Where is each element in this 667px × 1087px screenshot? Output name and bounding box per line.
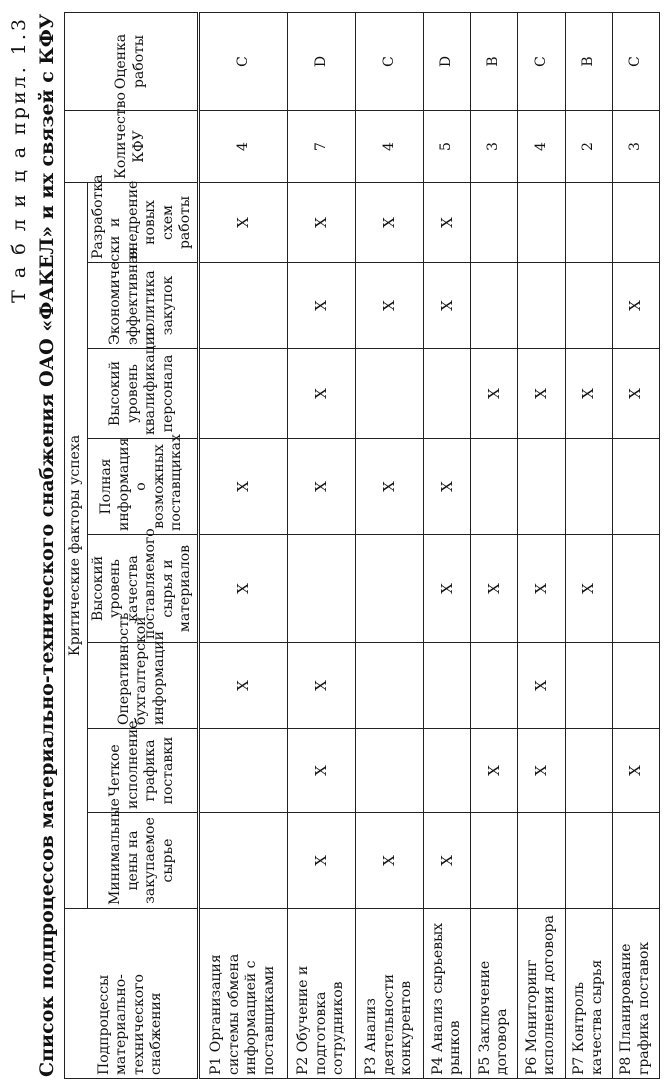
factor-cell: X: [518, 643, 565, 729]
table-title: Список подпроцессов материально-технического снабжения ОАО «ФАКЕЛ» и их связей с КФУ: [36, 13, 58, 1077]
factor-cell: X: [518, 729, 565, 813]
factor-cell: [471, 813, 518, 909]
table-row: [423, 13, 470, 1079]
factor-cell: X: [518, 349, 565, 439]
factor-cell: X: [356, 813, 424, 909]
count-cell: 4: [518, 111, 565, 183]
factor-cell: X: [288, 349, 356, 439]
factor-cell: [565, 813, 612, 909]
factor-cell: X: [198, 535, 288, 643]
factor-cell: X: [612, 729, 659, 813]
factor-header: Оперативность бухгалтерской информации: [87, 643, 198, 729]
factors-group-header: Критические факторы успеха: [65, 183, 88, 909]
factor-cell: [565, 643, 612, 729]
grade-cell: C: [518, 13, 565, 111]
factor-cell: X: [612, 349, 659, 439]
count-cell: 4: [356, 111, 424, 183]
subprocess-name: P2 Обучение и подготовка сотрудников: [288, 909, 356, 1079]
factor-cell: [565, 183, 612, 263]
factor-cell: [198, 729, 288, 813]
factor-cell: [518, 263, 565, 349]
factor-cell: [471, 643, 518, 729]
factor-cell: X: [423, 439, 470, 535]
table-row: [356, 13, 424, 1079]
factor-header: Экономически эффективная политика закупок: [87, 263, 198, 349]
factor-cell: [565, 263, 612, 349]
factor-cell: X: [356, 439, 424, 535]
factor-cell: [612, 439, 659, 535]
grade-cell: B: [565, 13, 612, 111]
factor-cell: [518, 183, 565, 263]
factor-cell: X: [288, 263, 356, 349]
subprocess-name: P1 Организация системы обмена информацией с поставщиками: [198, 909, 288, 1079]
table-row: [288, 13, 356, 1079]
subprocess-name: P4 Анализ сырьевых рынков: [423, 909, 470, 1079]
factor-cell: X: [288, 183, 356, 263]
factor-cell: [356, 643, 424, 729]
table-row: [471, 13, 518, 1079]
factor-cell: X: [198, 439, 288, 535]
factor-cell: X: [198, 643, 288, 729]
table-row: [198, 13, 288, 1079]
factor-cell: [198, 813, 288, 909]
count-cell: 3: [612, 111, 659, 183]
factor-cell: [518, 813, 565, 909]
factor-header: Высокий уровень квалификации персонала: [87, 349, 198, 439]
factor-header: Полная информация о возможных поставщиках: [87, 439, 198, 535]
factor-cell: [612, 535, 659, 643]
table-row: [518, 13, 565, 1079]
factor-cell: [471, 263, 518, 349]
subprocess-name: P7 Контроль качества сырья: [565, 909, 612, 1079]
grade-cell: B: [471, 13, 518, 111]
count-cell: 4: [198, 111, 288, 183]
subprocess-name: P6 Мониторинг исполнения договора: [518, 909, 565, 1079]
factor-cell: X: [471, 535, 518, 643]
factor-cell: X: [423, 183, 470, 263]
count-cell: 7: [288, 111, 356, 183]
factor-cell: [518, 439, 565, 535]
factor-cell: X: [565, 349, 612, 439]
factor-cell: X: [423, 813, 470, 909]
factor-cell: X: [356, 263, 424, 349]
factor-cell: X: [288, 439, 356, 535]
grade-cell: C: [356, 13, 424, 111]
factor-cell: [423, 643, 470, 729]
subprocess-name: P5 Заключение договора: [471, 909, 518, 1079]
factor-cell: X: [288, 729, 356, 813]
count-header: Количество КФУ: [65, 111, 199, 183]
factor-cell: X: [471, 729, 518, 813]
grade-cell: C: [612, 13, 659, 111]
subprocess-name: P8 Планирование графика поставок: [612, 909, 659, 1079]
factor-cell: X: [565, 535, 612, 643]
factor-cell: [612, 183, 659, 263]
factor-cell: [198, 349, 288, 439]
factor-cell: [423, 729, 470, 813]
factor-cell: X: [471, 349, 518, 439]
factor-cell: [565, 439, 612, 535]
factor-cell: X: [423, 263, 470, 349]
factor-cell: [423, 349, 470, 439]
header-row-group: [65, 13, 88, 1079]
factor-cell: [356, 349, 424, 439]
subprocess-name: P3 Анализ деятельности конкурентов: [356, 909, 424, 1079]
count-cell: 3: [471, 111, 518, 183]
factor-cell: [356, 729, 424, 813]
kfu-table: [64, 12, 660, 1079]
factor-header: Высокий уровень качества поставляемого сырья и материалов: [87, 535, 198, 643]
table-row: [565, 13, 612, 1079]
count-cell: 2: [565, 111, 612, 183]
table-row: [612, 13, 659, 1079]
factor-cell: [612, 643, 659, 729]
factor-cell: [288, 535, 356, 643]
factor-cell: [198, 263, 288, 349]
factor-header: Четкое исполнение графика поставки: [87, 729, 198, 813]
factor-cell: [612, 813, 659, 909]
factor-cell: [471, 439, 518, 535]
factor-cell: X: [518, 535, 565, 643]
factor-cell: X: [288, 813, 356, 909]
factor-cell: X: [612, 263, 659, 349]
table-number: Т а б л и ц а прил. 1.3: [8, 16, 30, 303]
subprocess-header: Подпроцессы материально-технического снабжения: [65, 909, 199, 1079]
factor-header: Минимальные цены на закупаемое сырье: [87, 813, 198, 909]
grade-cell: C: [198, 13, 288, 111]
factor-cell: X: [288, 643, 356, 729]
factor-header: Разработка и внедрение новых схем работы: [87, 183, 198, 263]
factor-cell: [471, 183, 518, 263]
grade-cell: D: [288, 13, 356, 111]
factor-cell: [565, 729, 612, 813]
count-cell: 5: [423, 111, 470, 183]
factor-cell: X: [198, 183, 288, 263]
factor-cell: X: [356, 183, 424, 263]
grade-header: Оценка работы: [65, 13, 199, 111]
factor-cell: [356, 535, 424, 643]
factor-cell: X: [423, 535, 470, 643]
grade-cell: D: [423, 13, 470, 111]
